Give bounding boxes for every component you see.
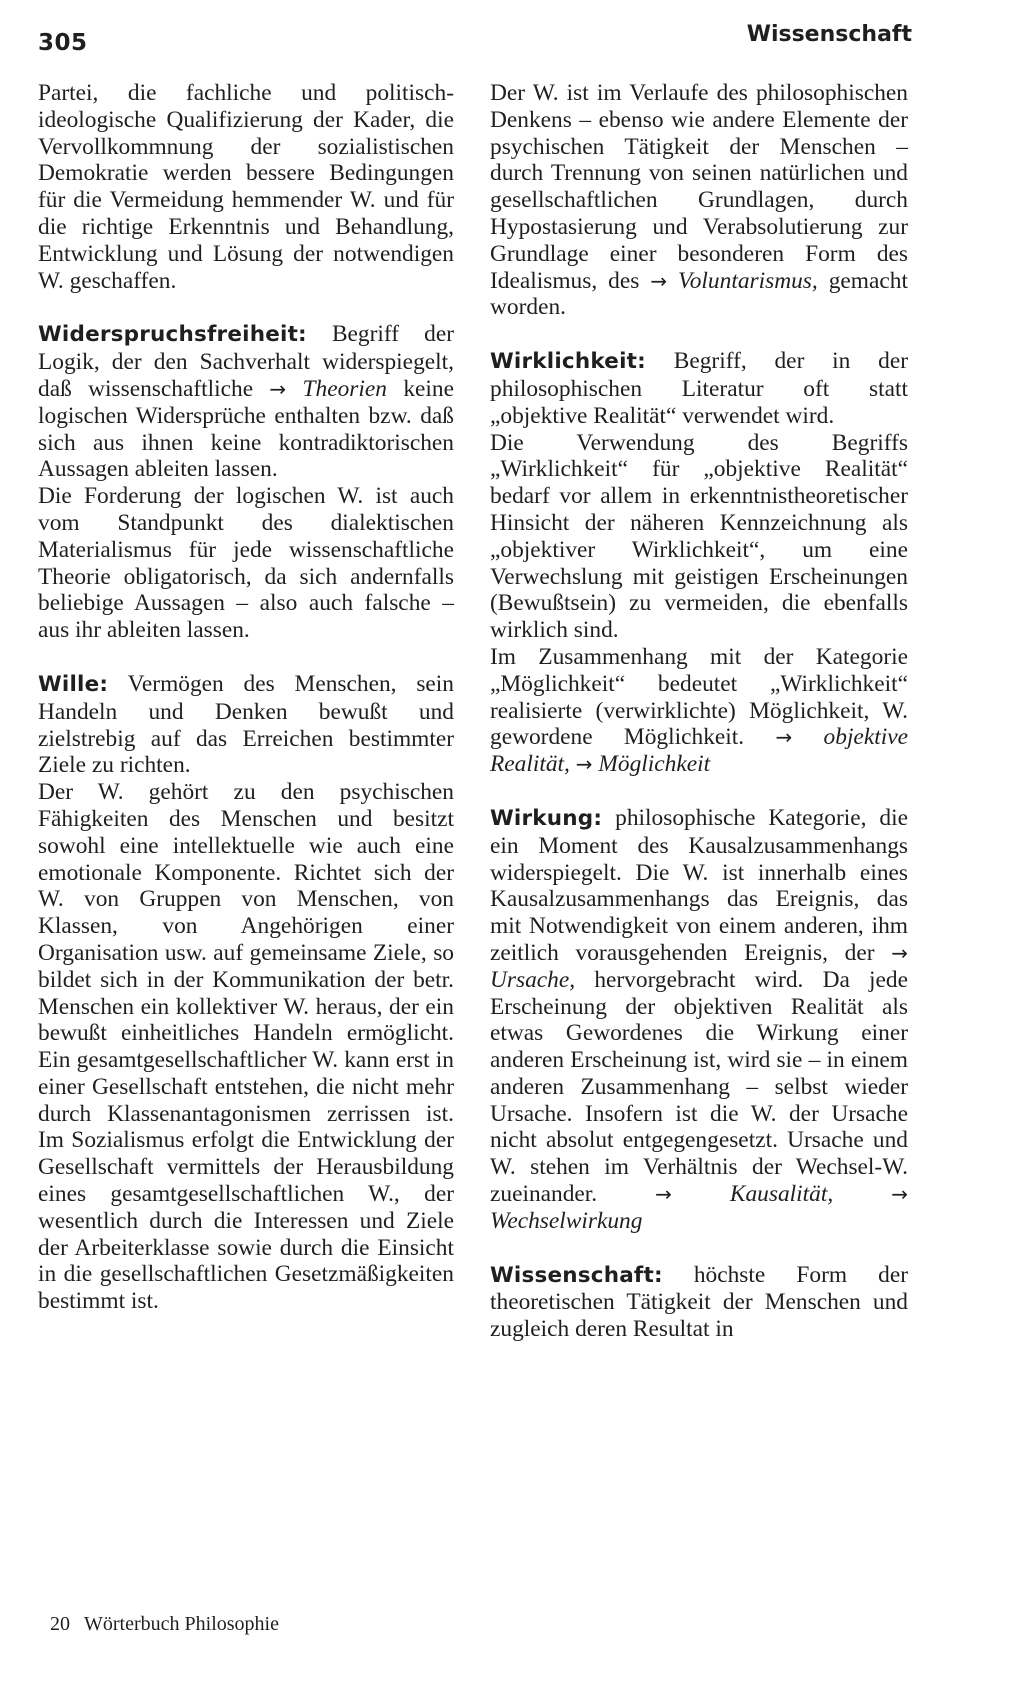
cross-reference: Theorien [302, 375, 387, 402]
entry-term: Widerspruchsfreiheit: [38, 322, 307, 348]
entry-text: Der W. ist im Verlaufe des philosophischen Denkens – ebenso wie andere Elemente der psychischen Tätigkeit der Menschen – durch Trennung von seinen natürlichen und gesellschaftlichen Grundlagen, durch Hypostasierung und Verabsolutierung zur Grundlage einer besonderen Form des Idealismus, des [490, 80, 908, 294]
cross-reference: objektive Realität, [490, 724, 908, 778]
cross-reference: Wechselwirkung [490, 1207, 643, 1234]
entry-term: Wille: [38, 671, 109, 697]
entry-paragraph [38, 321, 454, 483]
arrow-icon: → [269, 376, 287, 401]
continuation-text: Partei, die fachliche und politisch-ideologische Qualifizierung der Kader, die Vervollkommnung der sozialistischen Demokratie werden bessere Bedingungen für die Vermeidung hemmender W. und für die richtige Erkenntnis und Behandlung, Entwicklung und Lösung der notwendigen W. geschaffen. [38, 80, 454, 294]
arrow-icon: → [891, 1182, 908, 1207]
entry-paragraph: Der W. gehört zu den psychischen Fähigkeiten des Menschen und besitzt sowohl eine intellektuelle wie auch eine emotionale Komponente. Richtet sich der W. von Gruppen von Menschen, von Klassen, von Angehörigen einer Organisation usw. auf gemeinsame Ziele, so bildet sich in der Kommunikation der betr. Menschen ein kollektiver W. heraus, der ein bewußt einheitliches Handeln ermöglicht. Ein gesamtgesellschaftlicher W. kann erst in einer Gesellschaft entstehen, die nicht mehr durch Klassenantagonismen zerrissen ist. Im Sozialismus erfolgt die Entwicklung der Gesellschaft vermittels der Herausbildung eines gesamtgesellschaftlichen W., der wesentlich durch die Interessen und Ziele der Arbeiterklasse sowie durch die Einsicht in die gesellschaftlichen Gesetzmäßigkeiten bestimmt ist. [38, 779, 454, 1315]
entry-paragraph [490, 1262, 908, 1343]
entry-term: Wirkung: [490, 805, 603, 831]
arrow-icon: → [891, 940, 908, 965]
arrow-icon: → [575, 752, 593, 777]
entry-text: höchste Form der theoretischen Tätigkeit der Menschen und zugleich deren Resultat in [490, 1261, 908, 1343]
entry-text: hervorgebracht wird. Da jede Erscheinung der objektiven Realität als etwas Gewordenes die Wirkung einer anderen Erscheinung ist, wird sie – in einem anderen Zusammenhang – selbst wieder Ursache. Insofern ist die W. der Ursache nicht absolut entgegengesetzt. Ursache und W. stehen im Verhältnis der Wechsel-W. zueinander. [490, 966, 908, 1208]
arrow-icon: → [775, 725, 793, 750]
entry-text: Im Zusammenhang mit der Kategorie „Möglichkeit“ bedeutet „Wirklichkeit“ realisierte (verwirklichte) Möglichkeit, W. gewordene Möglichkeit. [490, 643, 908, 751]
continuation-text [490, 80, 908, 321]
book-title: Wörterbuch Philosophie [84, 1613, 279, 1635]
right-column [490, 80, 908, 1343]
entry-text: keine logischen Widersprüche enthalten bzw. daß sich aus ihnen keine kontradiktorischen Aussagen ableiten lassen. [38, 375, 454, 483]
entry-text: Begriff der Logik, der den Sachverhalt widerspiegelt, daß wissenschaftliche [38, 321, 454, 402]
entry-paragraph [490, 644, 908, 778]
entry-term: Wissenschaft: [490, 1262, 663, 1288]
page-number: 305 [38, 30, 88, 56]
entry-wirklichkeit [490, 348, 908, 778]
left-column [38, 80, 454, 1315]
entry-wissenschaft [490, 1262, 908, 1343]
entry-paragraph [38, 671, 454, 779]
cross-reference: Voluntarismus, [678, 267, 818, 294]
entry-paragraph: Die Forderung der logischen W. ist auch vom Standpunkt des dialektischen Materialismus für jede wissenschaftliche Theorie obligatorisch, da sich andernfalls beliebige Aussagen – also auch falsche – aus ihr ableiten lassen. [38, 483, 454, 644]
running-head: Wissenschaft [746, 22, 912, 47]
entry-wille [38, 671, 454, 1315]
entry-text: Vermögen des Menschen, sein Handeln und Denken bewußt und zielstrebig auf das Erreichen bestimmter Ziele zu richten. [38, 670, 454, 779]
cross-reference: Möglichkeit [598, 751, 711, 778]
entry-paragraph: Die Verwendung des Begriffs „Wirklichkeit“ für „objektive Realität“ bedarf vor allem in erkenntnistheoretischer Hinsicht der näheren Kennzeichnung als „objektiver Wirklichkeit“, um eine Verwechslung mit geistigen Erscheinungen (Bewußtsein) zu vermeiden, die ebenfalls wirklich sind. [490, 429, 908, 644]
page-footer [50, 1613, 279, 1636]
entry-text: Begriff, der in der philosophischen Literatur oft statt „objektive Realität“ verwendet wird. [490, 348, 908, 429]
entry-paragraph [490, 805, 908, 1235]
entry-term: Wirklichkeit: [490, 349, 646, 375]
arrow-icon: → [655, 1182, 672, 1207]
entry-widerspruchsfreiheit [38, 321, 454, 644]
cross-reference: Kausalität, [729, 1181, 834, 1208]
cross-reference: Ursache, [490, 966, 576, 993]
entry-text: philosophische Kategorie, die ein Moment des Kausalzusammenhangs widerspiegelt. Die W. ist innerhalb eines Kausalzusammenhangs das Ereignis, das mit Notwendigkeit von einem anderen, ihm zeitlich vorausgehenden Ereignis, der [490, 804, 908, 966]
arrow-icon: → [650, 268, 668, 293]
entry-text: gemacht worden. [490, 267, 908, 321]
entry-paragraph [490, 348, 908, 429]
sheet-signature: 20 [50, 1613, 70, 1635]
entry-wirkung [490, 805, 908, 1235]
